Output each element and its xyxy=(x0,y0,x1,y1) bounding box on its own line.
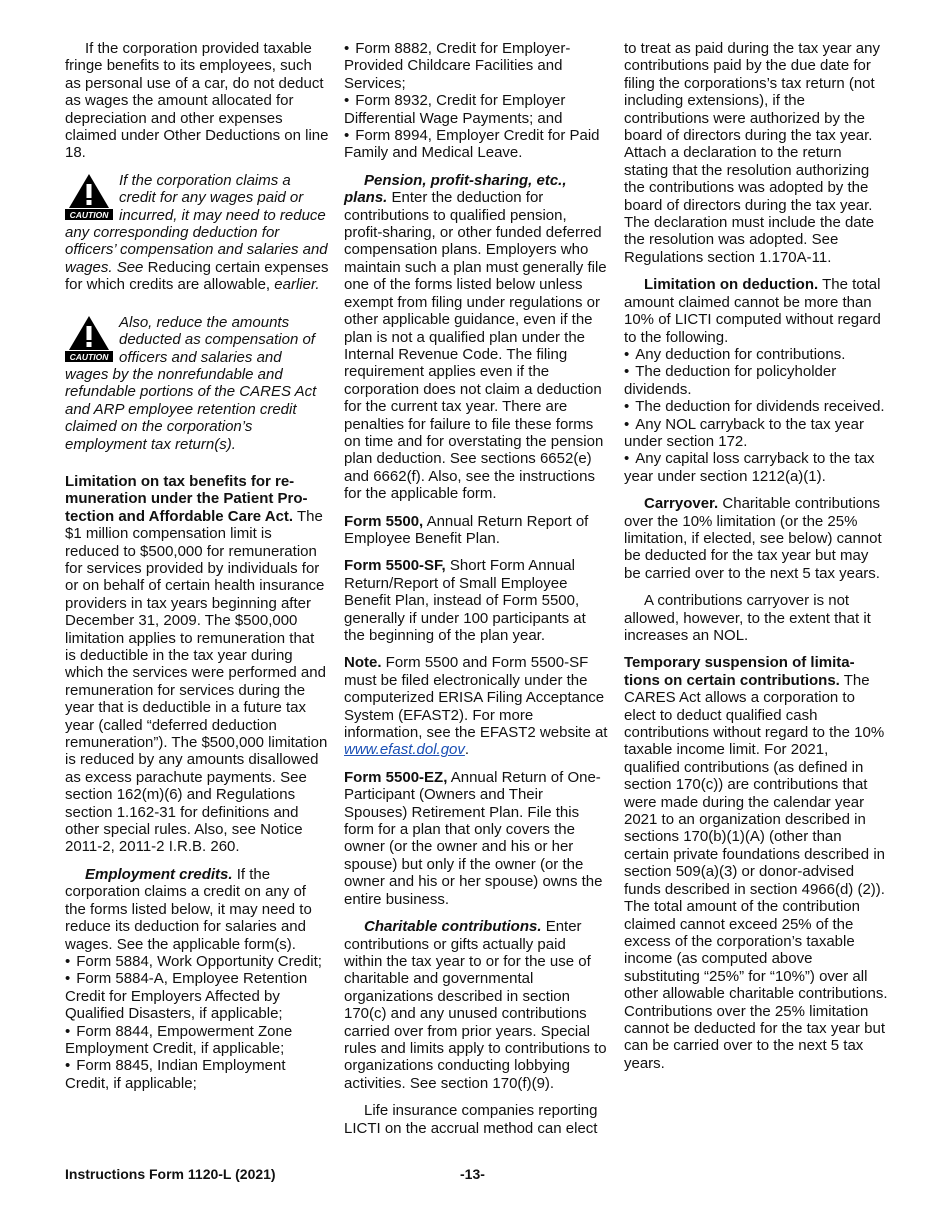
temporary-suspension-paragraph xyxy=(624,654,888,1072)
form-5500-ez-heading: Form 5500-EZ, xyxy=(344,768,448,786)
list-item: • Form 8882, Credit for Employer-Provided Childcare Facilities and Services; xyxy=(344,40,608,92)
carryover-body: Charitable contributions over the 10% limitation (or the 25% limitation, if elected, see below) cannot be deducted for the tax year but may be carried over to the next 5 tax years. xyxy=(624,495,882,582)
form-5500-paragraph xyxy=(344,513,608,548)
limitation-deduction-body: The total amount claimed cannot be more than 10% of LICTI computed without regard to the following. xyxy=(624,276,881,346)
efast-link[interactable]: www.efast.dol.gov xyxy=(344,741,465,759)
list-item: • The deduction for policyholder dividends. xyxy=(624,363,888,398)
employment-credits-paragraph xyxy=(65,866,329,953)
limitation-benefits-heading: Limitation on tax benefits for re-muneration under the Patient Pro-tection and Affordable Care Act. xyxy=(65,472,308,525)
list-item: • The deduction for dividends received. xyxy=(624,398,888,415)
column-1 xyxy=(65,40,329,1092)
carryover-heading: Carryover. xyxy=(644,495,719,513)
list-item: • Form 5884-A, Employee Retention Credit for Employers Affected by Qualified Disasters, if applicable; xyxy=(65,970,329,1022)
form-5500-body: Annual Return Report of Employee Benefit Plan. xyxy=(344,512,589,547)
caution-2-text: Also, reduce the amounts deducted as compensation of officers and salaries and wages by the nonrefundable and refundable portions of the CARES Act and ARP employee retention credit claimed on the corporation’s employment tax return(s). xyxy=(65,313,317,453)
limitation-deduction-paragraph xyxy=(624,276,888,346)
footer-form-title: Instructions Form 1120-L (2021) xyxy=(65,1166,276,1182)
temporary-suspension-body: The CARES Act allows a corporation to elect to deduct qualified cash contributions without regard to the 10% taxable income limit. For 2021, qualified contributions (as defined in section 170(c)) are contributions that were made during the calendar year 2021 to an organization described in sections 170(b)(1)(A) (other than certain private foundations described in section 509(a)(3) or donor-advised funds described in section 4966(d) (2)). The total amount of the contribution claimed cannot exceed 25% of the excess of the corporation’s taxable income (as computed above substituting “25%” for “10%”) over all other allowable charitable contributions. Contributions over the 25% limitation cannot be deducted for the tax year but can be carried over to the next 5 tax years. xyxy=(624,671,888,1072)
caution-icon xyxy=(65,172,113,220)
pension-body: Enter the deduction for contributions to qualified pension, profit-sharing, or other funded deferred compensation plans. Employers who maintain such a plan must generally file one of the forms listed below unless exempt from filing under regulations or other applicable guidance, even if the plan is not a qualified plan under the Internal Revenue Code. The filing requirement applies even if the corporation does not claim a deduction for the current tax year. There are penalties for failure to file these forms on time and for overstating the pension plan deduction. See sections 6652(e) and 6662(f). Also, see the instructions for the applicable form. xyxy=(344,189,607,503)
caution-1-text-b: Reducing certain expenses for which credits are allowable, xyxy=(65,258,329,294)
list-item: • Any deduction for contributions. xyxy=(624,346,888,363)
note-heading: Note. xyxy=(344,654,382,672)
caution-icon xyxy=(65,314,113,362)
list-item: • Any capital loss carryback to the tax year under section 1212(a)(1). xyxy=(624,450,888,485)
charitable-heading: Charitable contributions. xyxy=(364,918,542,936)
column-3 xyxy=(624,40,888,1082)
list-item: • Form 5884, Work Opportunity Credit; xyxy=(65,953,329,970)
form-5500-ez-paragraph xyxy=(344,769,608,908)
carryover-paragraph xyxy=(624,495,888,582)
list-item: • Form 8844, Empowerment Zone Employment Credit, if applicable; xyxy=(65,1023,329,1058)
temporary-suspension-heading: Temporary suspension of limita-tions on certain contributions. xyxy=(624,654,855,689)
charitable-paragraph xyxy=(344,918,608,1092)
note-body: Form 5500 and Form 5500-SF must be filed electronically under the computerized ERISA Filing Acceptance System (EFAST2). For more information, see the EFAST2 website at xyxy=(344,654,608,742)
list-item: • Form 8932, Credit for Employer Differential Wage Payments; and xyxy=(344,92,608,127)
life-insurance-paragraph: Life insurance companies reporting LICTI on the accrual method can elect xyxy=(344,1102,598,1137)
employment-credits-body: If the corporation claims a credit on any of the forms listed below, it may need to reduce its deduction for salaries and wages. See the applicable form(s). xyxy=(65,865,312,953)
pension-paragraph xyxy=(344,172,608,503)
form-5500-ez-body: Annual Return of One-Participant (Owners and Their Spouses) Retirement Plan. File this form for a plan that only covers the owner (or the owner and his or her spouse) but only if the owner (or the owner and his or her spouse) owns the entire business. xyxy=(344,768,603,908)
employment-credits-heading: Employment credits. xyxy=(85,865,233,883)
caution-note-2 xyxy=(65,314,329,453)
carryover-nol-paragraph: A contributions carryover is not allowed, however, to the extent that it increases an NOL. xyxy=(624,592,871,644)
limitation-benefits-paragraph xyxy=(65,473,329,856)
continuation-paragraph: to treat as paid during the tax year any contributions paid by the due date for filing the corporations’s tax return (not including extensions), if the contributions were authorized by the board of directors during the tax year. Attach a declaration to the return stating that the resolution authorizing the contributions was adopted by the board of directors during the tax year. The declaration must include the date the resolution was adopted. See Regulations section 1.170A-11. xyxy=(624,40,880,266)
list-item: • Form 8845, Indian Employment Credit, if applicable; xyxy=(65,1057,329,1092)
list-item: • Any NOL carryback to the tax year under section 172. xyxy=(624,416,888,451)
form-5500-sf-body: Short Form Annual Return/Report of Small Employee Benefit Plan, instead of Form 5500, generally if under 100 participants at the beginning of the plan year. xyxy=(344,557,586,644)
caution-label: CAUTION xyxy=(69,209,109,220)
form-5500-sf-paragraph xyxy=(344,557,608,644)
caution-1-text-a: If the corporation claims a credit for any wages paid or incurred, it may need to reduce any corresponding deduction for officers’ compensation and salaries and wages. See xyxy=(65,171,328,276)
fringe-benefits-paragraph: If the corporation provided taxable fringe benefits to its employees, such as personal use of a car, do not deduct as wages the amount allocated for depreciation and other expenses claimed under Other Deductions on line 18. xyxy=(65,40,329,162)
caution-1-text-c: earlier. xyxy=(274,276,320,294)
limitation-deduction-heading: Limitation on deduction. xyxy=(644,276,819,294)
pension-heading: Pension, profit-sharing, etc., plans. xyxy=(344,171,567,207)
page-number: -13- xyxy=(460,1166,485,1182)
form-5500-sf-heading: Form 5500-SF, xyxy=(344,557,446,575)
caution-label: CAUTION xyxy=(69,351,109,362)
form-5500-heading: Form 5500, xyxy=(344,512,424,530)
caution-note-1 xyxy=(65,172,329,294)
note-paragraph: Note. Form 5500 and Form 5500-SF must be filed electronically under the computerized ERISA Filing Acceptance System (EFAST2). For more information, see the EFAST2 website at www.efast.dol.gov. xyxy=(344,654,608,759)
column-2 xyxy=(344,40,608,1147)
limitation-benefits-body: The $1 million compensation limit is reduced to $500,000 for remuneration for services provided by individuals for or on behalf of certain health insurance providers in tax years beginning after December 31, 2009. The $500,000 limitation applies to remuneration that is deductible in the tax year during which the services were performed and remuneration for services during the year that is deductible in a future tax year (called “deferred deduction remuneration”). The $500,000 limitation is reduced by any amounts disallowed as excess parachute payments. See section 162(m)(6) and Regulations section 1.162-31 for definitions and other special rules. Also, see Notice 2011-2, 2011-2 I.R.B. 260. xyxy=(65,507,328,856)
charitable-body: Enter contributions or gifts actually paid within the tax year to or for the use of charitable and governmental organizations described in section 170(c) and any unused contributions carried over from prior years. Special rules and limits apply to contributions to organizations conducting lobbying activities. See section 170(f)(9). xyxy=(344,918,607,1092)
list-item: • Form 8994, Employer Credit for Paid Family and Medical Leave. xyxy=(344,127,608,162)
